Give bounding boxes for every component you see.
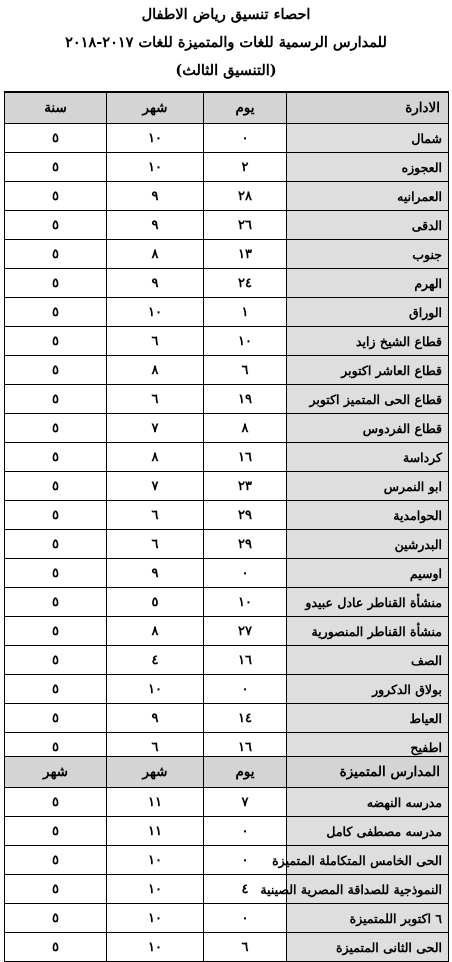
cell-year: ٥ [5, 530, 107, 559]
cell-year: ٥ [5, 588, 107, 617]
table-row [5, 240, 449, 269]
cell-day: ٠ [204, 675, 287, 704]
cell-year: ٥ [5, 153, 107, 182]
cell-month: ١١ [107, 788, 204, 817]
column-header-year: شهر [5, 757, 107, 788]
table-row [5, 530, 449, 559]
cell-year: ٥ [5, 846, 107, 875]
cell-name: البدرشين [287, 530, 449, 559]
cell-day: ٢٩ [204, 501, 287, 530]
column-header-day: يوم [204, 757, 287, 788]
cell-month: ٩ [107, 182, 204, 211]
cell-name: ٦ اكتوبر اللمتميزة [287, 904, 449, 933]
cell-day: ١٤ [204, 704, 287, 733]
cell-day: ٠ [204, 124, 287, 153]
cell-day: ١٦ [204, 443, 287, 472]
table-row [5, 846, 449, 875]
cell-name: منشأة القناطر عادل عبيدو [287, 588, 449, 617]
cell-year: ٥ [5, 124, 107, 153]
cell-name: النموذجية للصداقة المصرية الصينية [287, 875, 449, 904]
cell-day: ٠ [204, 559, 287, 588]
table-row [5, 617, 449, 646]
cell-day: ٢٧ [204, 617, 287, 646]
cell-month: ١١ [107, 817, 204, 846]
column-header-day: يوم [204, 92, 287, 124]
cell-name: مدرسه مصطفى كامل [287, 817, 449, 846]
table-row [5, 646, 449, 675]
column-header-month: شهر [107, 92, 204, 124]
cell-day: ٢٩ [204, 530, 287, 559]
column-header-year: سنة [5, 92, 107, 124]
cell-year: ٥ [5, 443, 107, 472]
administrations-table [4, 91, 449, 763]
cell-year: ٥ [5, 817, 107, 846]
cell-name: قطاع الحى المتميز اكتوبر [287, 385, 449, 414]
cell-name: الحى الخامس المتكاملة المتميزة [287, 846, 449, 875]
cell-day: ٢٣ [204, 472, 287, 501]
cell-month: ٧ [107, 414, 204, 443]
cell-day: ١ [204, 298, 287, 327]
cell-month: ٨ [107, 356, 204, 385]
table-row [5, 327, 449, 356]
table-row [5, 182, 449, 211]
cell-year: ٥ [5, 269, 107, 298]
cell-month: ٨ [107, 240, 204, 269]
distinguished-schools-table [4, 756, 449, 962]
table-row [5, 559, 449, 588]
table-row [5, 588, 449, 617]
cell-month: ٩ [107, 704, 204, 733]
cell-month: ٧ [107, 472, 204, 501]
cell-name: كرداسة [287, 443, 449, 472]
cell-name: العجوزه [287, 153, 449, 182]
cell-year: ٥ [5, 675, 107, 704]
cell-year: ٥ [5, 356, 107, 385]
cell-day: ٢٦ [204, 211, 287, 240]
cell-name: الحوامدية [287, 501, 449, 530]
cell-year: ٥ [5, 385, 107, 414]
table-row [5, 356, 449, 385]
cell-day: ٢٨ [204, 182, 287, 211]
cell-month: ١٠ [107, 298, 204, 327]
cell-year: ٥ [5, 704, 107, 733]
table-row [5, 269, 449, 298]
header-round: (التنسيق الثالث) [175, 62, 277, 79]
cell-day: ١٠ [204, 327, 287, 356]
cell-month: ٦ [107, 501, 204, 530]
cell-year: ٥ [5, 472, 107, 501]
cell-name: جنوب [287, 240, 449, 269]
cell-day: ٠ [204, 817, 287, 846]
table-row [5, 385, 449, 414]
cell-name: بولاق الدكرور [287, 675, 449, 704]
cell-month: ١٠ [107, 846, 204, 875]
table-row [5, 817, 449, 846]
cell-month: ٦ [107, 530, 204, 559]
table-header-row [5, 757, 449, 788]
cell-name: اوسيم [287, 559, 449, 588]
cell-name: قطاع الشيخ زايد [287, 327, 449, 356]
cell-name: منشأة القناطر المنصورية [287, 617, 449, 646]
cell-name: قطاع العاشر اكتوبر [287, 356, 449, 385]
cell-month: ٦ [107, 733, 204, 763]
cell-name: الدقى [287, 211, 449, 240]
column-header-month: شهر [107, 757, 204, 788]
cell-year: ٥ [5, 501, 107, 530]
cell-day: ١٩ [204, 385, 287, 414]
column-header-administration: الادارة [287, 92, 449, 124]
cell-month: ١٠ [107, 153, 204, 182]
cell-month: ٩ [107, 269, 204, 298]
table-row [5, 788, 449, 817]
cell-year: ٥ [5, 733, 107, 763]
cell-day: ١٦ [204, 733, 287, 763]
cell-day: ٠ [204, 904, 287, 933]
cell-day: ٧ [204, 788, 287, 817]
cell-month: ٩ [107, 211, 204, 240]
cell-day: ٨ [204, 414, 287, 443]
cell-year: ٥ [5, 298, 107, 327]
cell-name: الصف [287, 646, 449, 675]
cell-month: ١٠ [107, 124, 204, 153]
cell-month: ٥ [107, 588, 204, 617]
cell-month: ١٠ [107, 875, 204, 904]
cell-day: ١٠ [204, 588, 287, 617]
cell-name: اطفيح [287, 733, 449, 763]
cell-year: ٥ [5, 559, 107, 588]
table-row [5, 904, 449, 933]
cell-month: ٤ [107, 646, 204, 675]
cell-day: ٠ [204, 846, 287, 875]
table-row [5, 211, 449, 240]
column-header-schools: المدارس المتميزة [287, 757, 449, 788]
cell-name: العمرانيه [287, 182, 449, 211]
cell-month: ٨ [107, 443, 204, 472]
cell-year: ٥ [5, 182, 107, 211]
table-row [5, 501, 449, 530]
table-row [5, 298, 449, 327]
cell-day: ٤ [204, 875, 287, 904]
cell-name: العياط [287, 704, 449, 733]
table-row [5, 933, 449, 962]
header-title: احصاء تنسيق رياض الاطفال [141, 6, 311, 23]
cell-month: ٨ [107, 617, 204, 646]
cell-month: ٦ [107, 385, 204, 414]
table-row [5, 414, 449, 443]
cell-year: ٥ [5, 788, 107, 817]
cell-year: ٥ [5, 646, 107, 675]
table-row [5, 443, 449, 472]
table-row [5, 704, 449, 733]
cell-day: ٢ [204, 153, 287, 182]
cell-month: ١٠ [107, 675, 204, 704]
cell-year: ٥ [5, 617, 107, 646]
cell-name: قطاع الفردوس [287, 414, 449, 443]
cell-name: ابو النمرس [287, 472, 449, 501]
cell-day: ١٣ [204, 240, 287, 269]
header-subtitle: للمدارس الرسمية للغات والمتميزة للغات ٢٠١٧-٢٠١٨ [65, 34, 387, 51]
table-row [5, 153, 449, 182]
cell-month: ١٠ [107, 933, 204, 962]
cell-month: ٩ [107, 559, 204, 588]
cell-name: الهرم [287, 269, 449, 298]
cell-day: ٦ [204, 933, 287, 962]
cell-month: ٦ [107, 327, 204, 356]
cell-year: ٥ [5, 327, 107, 356]
table-row [5, 675, 449, 704]
table-row [5, 472, 449, 501]
cell-year: ٥ [5, 240, 107, 269]
cell-day: ٢٤ [204, 269, 287, 298]
cell-name: الحى الثانى المتميزة [287, 933, 449, 962]
cell-year: ٥ [5, 933, 107, 962]
cell-month: ١٠ [107, 904, 204, 933]
cell-day: ٦ [204, 356, 287, 385]
cell-name: مدرسه النهضه [287, 788, 449, 817]
table-header-row [5, 92, 449, 124]
document-header [0, 0, 452, 88]
cell-year: ٥ [5, 211, 107, 240]
table-row [5, 124, 449, 153]
cell-year: ٥ [5, 875, 107, 904]
cell-day: ١٦ [204, 646, 287, 675]
cell-name: الوراق [287, 298, 449, 327]
table-row [5, 875, 449, 904]
cell-year: ٥ [5, 904, 107, 933]
cell-name: شمال [287, 124, 449, 153]
cell-year: ٥ [5, 414, 107, 443]
